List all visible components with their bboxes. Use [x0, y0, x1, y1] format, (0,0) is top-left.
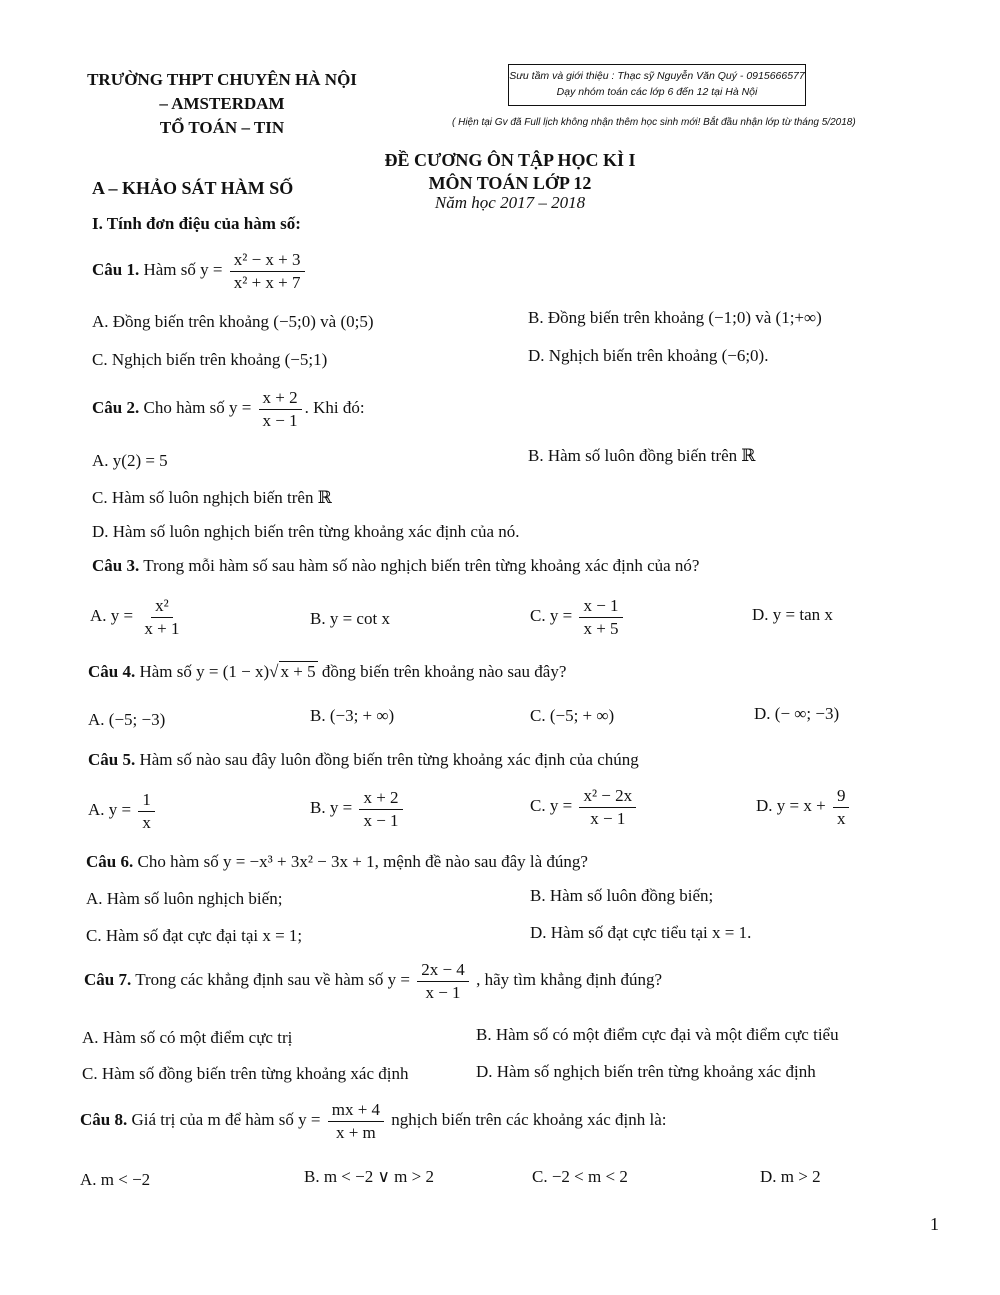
question-8 — [80, 1100, 667, 1142]
fraction-numerator: 1 — [138, 790, 155, 812]
fraction-numerator: mx + 4 — [328, 1100, 384, 1122]
question-3 — [92, 556, 699, 576]
q8-option-d: D. m > 2 — [760, 1167, 821, 1186]
question-label: Câu 1. — [92, 259, 140, 279]
sqrt-sign: √ — [269, 662, 279, 681]
q1-option-c: C. Nghịch biến trên khoảng (−5;1) — [92, 350, 328, 369]
credit-line2: Dạy nhóm toán các lớp 6 đến 12 tại Hà Nội — [556, 86, 758, 98]
q8-option-c: C. −2 < m < 2 — [532, 1167, 628, 1186]
q5-option-c — [530, 786, 639, 828]
question-label: Câu 2. — [92, 397, 140, 417]
q1-option-a: A. Đồng biến trên khoảng (−5;0) và (0;5) — [92, 312, 374, 331]
question-label: Câu 8. — [80, 1109, 128, 1129]
notice-text: ( Hiện tại Gv đã Full lịch không nhận thêm học sinh mới! Bắt đầu nhận lớp từ tháng 5/2018) — [452, 117, 856, 128]
fraction — [359, 788, 402, 830]
option-prefix: A. y = — [90, 605, 134, 625]
fraction-numerator: x + 2 — [259, 388, 302, 410]
page-number: 1 — [930, 1214, 939, 1234]
question-stem: Hàm số y = (1 − x) — [139, 662, 270, 681]
question-7 — [84, 960, 662, 1002]
q7-option-c: C. Hàm số đồng biến trên từng khoảng xác định — [82, 1064, 409, 1083]
question-stem: Hàm số nào sau đây luôn đồng biến trên từng khoảng xác định của chúng — [139, 750, 639, 769]
fraction-denominator: x − 1 — [363, 810, 399, 830]
option-prefix: C. y = — [530, 605, 573, 625]
question-label: Câu 3. — [92, 556, 140, 575]
q3-option-b: B. y = cot x — [310, 609, 390, 628]
sqrt-radicand: x + 5 — [280, 662, 316, 681]
fraction-numerator: x − 1 — [579, 596, 622, 618]
q4-option-c: C. (−5; + ∞) — [530, 706, 615, 725]
q5-option-b — [310, 788, 406, 830]
q8-option-a: A. m < −2 — [80, 1170, 151, 1189]
question-stem: Trong mỗi hàm số sau hàm số nào nghịch biến trên từng khoảng xác định của nó? — [143, 556, 700, 575]
q2-option-b: B. Hàm số luôn đồng biến trên ℝ — [528, 446, 756, 465]
option-prefix: B. y = — [310, 797, 353, 817]
school-name-line2: – AMSTERDAM — [159, 94, 285, 113]
fraction — [833, 786, 850, 828]
question-label: Câu 6. — [86, 852, 134, 871]
question-tail: đồng biến trên khoảng nào sau đây? — [321, 662, 567, 681]
fraction — [259, 388, 302, 430]
q5-option-d — [756, 786, 852, 828]
option-prefix: C. y = — [530, 795, 573, 815]
fraction-denominator: x − 1 — [425, 982, 461, 1002]
document-title: ĐỀ CƯƠNG ÔN TẬP HỌC KÌ I — [384, 150, 636, 170]
credit-line1: Sưu tầm và giới thiệu : Thạc sỹ Nguyễn Văn Quý - 0915666577 — [509, 70, 805, 82]
q1-option-b: B. Đồng biến trên khoảng (−1;0) và (1;+∞) — [528, 308, 822, 327]
school-name-line1: TRƯỜNG THPT CHUYÊN HÀ NỘI — [87, 70, 357, 89]
section-heading-a: A – KHẢO SÁT HÀM SỐ — [92, 178, 294, 198]
question-stem: Trong các khẳng định sau về hàm số y = — [135, 969, 410, 989]
fraction-denominator: x — [142, 812, 151, 832]
question-tail: , hãy tìm khẳng định đúng? — [471, 969, 663, 989]
q8-option-b: B. m < −2 ∨ m > 2 — [304, 1167, 434, 1186]
question-1 — [92, 250, 308, 292]
document-subject: MÔN TOÁN LỚP 12 — [428, 173, 592, 193]
credit-box — [508, 64, 806, 106]
fraction — [579, 596, 622, 638]
question-2 — [92, 388, 365, 430]
fraction-denominator: x + 5 — [583, 618, 619, 638]
q6-option-c: C. Hàm số đạt cực đại tại x = 1; — [86, 926, 303, 945]
question-6 — [86, 852, 588, 872]
question-stem: Giá trị của m để hàm số y = — [131, 1109, 321, 1129]
q7-option-d: D. Hàm số nghịch biến trên từng khoảng xác định — [476, 1062, 816, 1081]
fraction-denominator: x — [836, 808, 846, 828]
q3-option-d: D. y = tan x — [752, 605, 833, 624]
q6-option-d: D. Hàm số đạt cực tiểu tại x = 1. — [530, 923, 752, 942]
fraction — [328, 1100, 384, 1142]
fraction-numerator: 2x − 4 — [417, 960, 469, 982]
q4-option-b: B. (−3; + ∞) — [310, 706, 395, 725]
q4-option-a: A. (−5; −3) — [88, 710, 166, 729]
fraction-denominator: x² + x + 7 — [233, 272, 301, 292]
fraction — [138, 790, 155, 832]
question-5 — [88, 750, 639, 770]
question-label: Câu 5. — [88, 750, 136, 769]
department-name: TỔ TOÁN – TIN — [159, 118, 285, 137]
fraction — [579, 786, 636, 828]
q2-option-d: D. Hàm số luôn nghịch biến trên từng khoảng xác định của nó. — [92, 522, 520, 541]
school-year: Năm học 2017 – 2018 — [434, 193, 586, 212]
question-tail: . Khi đó: — [304, 397, 365, 417]
q7-option-b: B. Hàm số có một điểm cực đại và một điểm cực tiểu — [476, 1025, 839, 1044]
question-stem: Cho hàm số y = — [143, 397, 252, 417]
question-4 — [88, 662, 566, 682]
fraction-numerator: x² − x + 3 — [230, 250, 305, 272]
fraction-denominator: x − 1 — [262, 410, 298, 430]
question-tail: nghịch biến trên các khoảng xác định là: — [387, 1109, 667, 1129]
q2-option-c: C. Hàm số luôn nghịch biến trên ℝ — [92, 488, 332, 507]
q4-option-d: D. (− ∞; −3) — [754, 704, 840, 723]
fraction-numerator: x² — [151, 596, 173, 618]
fraction-denominator: x + 1 — [144, 618, 180, 638]
fraction-denominator: x + m — [335, 1122, 376, 1142]
q6-option-b: B. Hàm số luôn đồng biến; — [530, 886, 714, 905]
fraction-numerator: x + 2 — [359, 788, 402, 810]
question-stem: Hàm số y = — [143, 259, 223, 279]
fraction — [140, 596, 183, 638]
q2-option-a: A. y(2) = 5 — [92, 451, 168, 470]
q6-option-a: A. Hàm số luôn nghịch biến; — [86, 889, 283, 908]
q7-option-a: A. Hàm số có một điểm cực trị — [82, 1028, 293, 1047]
option-prefix: D. y = x + — [756, 795, 826, 815]
question-stem: Cho hàm số y = −x³ + 3x² − 3x + 1, mệnh đề nào sau đây là đúng? — [137, 852, 588, 871]
question-label: Câu 7. — [84, 969, 132, 989]
q3-option-c — [530, 596, 626, 638]
fraction-denominator: x − 1 — [590, 808, 626, 828]
q1-option-d: D. Nghịch biến trên khoảng (−6;0). — [528, 346, 769, 365]
option-prefix: A. y = — [88, 799, 132, 819]
fraction-numerator: 9 — [833, 786, 850, 808]
question-label: Câu 4. — [88, 662, 136, 681]
q3-option-a — [90, 596, 186, 638]
section-heading-1: I. Tính đơn điệu của hàm số: — [92, 214, 301, 233]
q5-option-a — [88, 790, 158, 832]
fraction-numerator: x² − 2x — [579, 786, 636, 808]
fraction — [230, 250, 305, 292]
fraction — [417, 960, 469, 1002]
